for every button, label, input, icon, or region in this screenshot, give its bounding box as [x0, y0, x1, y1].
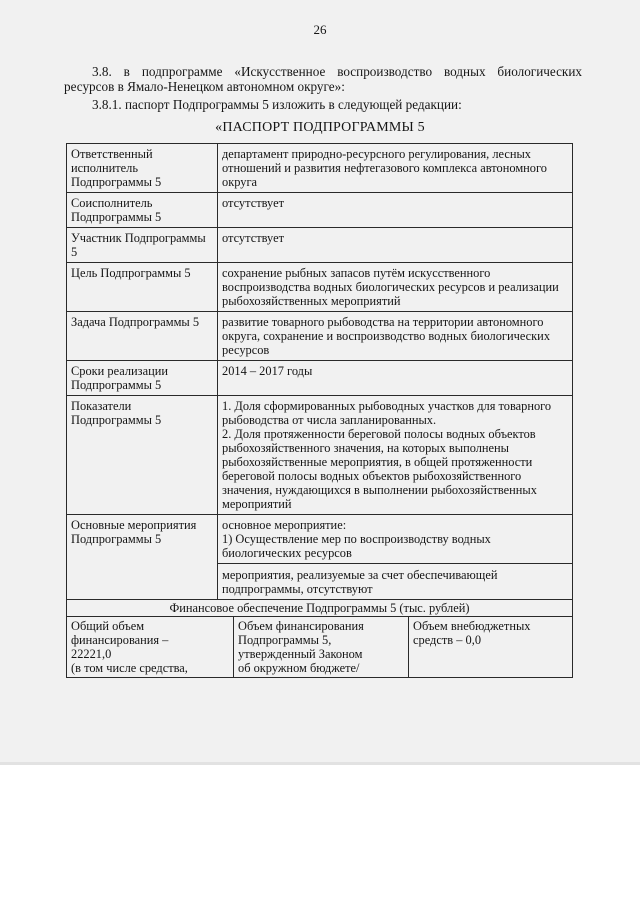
row-value: развитие товарного рыбоводства на территории автономного округа, сохранение и воспроизводство водных биологических ресурсов	[218, 312, 573, 361]
funding-extrabudgetary-line: средств – 0,0	[413, 633, 482, 647]
table-row-measures	[67, 515, 573, 564]
row-label: Основные мероприятия Подпрограммы 5	[67, 515, 218, 600]
row-label: Соисполнитель Подпрограммы 5	[67, 193, 218, 228]
funding-header: Финансовое обеспечение Подпрограммы 5 (тыс. рублей)	[67, 600, 573, 617]
row-value: отсутствует	[218, 193, 573, 228]
table-row	[67, 228, 573, 263]
indicator-item-2: 2. Доля протяженности береговой полосы водных объектов рыбохозяйственного значения, на которых выполнены рыбохозяйственные мероприятия, в общей протяженности береговой полосы водных объектов рыбохозяйственного значения, нуждающихся в выполнении рыбохозяйственных мероприятий	[222, 427, 537, 511]
passport-title: «ПАСПОРТ ПОДПРОГРАММЫ 5	[215, 120, 425, 135]
intro-paragraph-1: 3.8. в подпрограмме «Искусственное воспроизводство водных биологических ресурсов в Ямало-Ненецком автономном округе»:	[64, 64, 582, 94]
intro-paragraph-2: 3.8.1. паспорт Подпрограммы 5 изложить в следующей редакции:	[92, 97, 462, 112]
table-row	[67, 312, 573, 361]
funding-table	[67, 617, 572, 677]
intro-text	[64, 64, 582, 112]
row-value: сохранение рыбных запасов путём искусственного воспроизводства водных биологических ресурсов и реализации рыбохозяйственных мероприятий	[218, 263, 573, 312]
funding-approved-line: об окружном бюджете/	[238, 661, 360, 675]
funding-total-line: 22221,0	[71, 647, 112, 661]
funding-approved-line: Объем финансирования	[238, 619, 364, 633]
table-row	[67, 263, 573, 312]
row-label: Сроки реализации Подпрограммы 5	[67, 361, 218, 396]
row-label: Ответственный исполнитель Подпрограммы 5	[67, 144, 218, 193]
funding-cell	[67, 617, 573, 678]
indicator-item-1: 1. Доля сформированных рыбоводных участков для товарного рыбоводства от числа запланированных.	[222, 399, 552, 427]
funding-total-line: (в том числе средства,	[71, 661, 188, 675]
table-row-funding-header	[67, 600, 573, 617]
row-value	[218, 515, 573, 564]
row-value: отсутствует	[218, 228, 573, 263]
funding-total-line: финансирования –	[71, 633, 169, 647]
page-number: 26	[313, 22, 327, 37]
funding-extrabudgetary-line: Объем внебюджетных	[413, 619, 531, 633]
measures-main-heading: основное мероприятие:	[222, 518, 347, 532]
row-label: Задача Подпрограммы 5	[67, 312, 218, 361]
table-row	[67, 361, 573, 396]
scan-edge	[0, 762, 640, 765]
row-value: департамент природно-ресурсного регулирования, лесных отношений и развития нефтегазового комплекса автономного округа	[218, 144, 573, 193]
row-label: Показатели Подпрограммы 5	[67, 396, 218, 515]
row-value	[218, 396, 573, 515]
funding-row	[67, 617, 572, 677]
funding-approved-line: утвержденный Законом	[238, 647, 363, 661]
measures-supporting: мероприятия, реализуемые за счет обеспечивающей подпрограммы, отсутствуют	[218, 564, 573, 600]
funding-extrabudgetary	[409, 617, 572, 677]
funding-total	[67, 617, 234, 677]
funding-total-line: Общий объем	[71, 619, 145, 633]
passport-table	[66, 143, 573, 678]
row-label: Цель Подпрограммы 5	[67, 263, 218, 312]
measures-main-item: 1) Осуществление мер по воспроизводству водных биологических ресурсов	[222, 532, 491, 560]
funding-approved	[234, 617, 409, 677]
row-label: Участник Подпрограммы 5	[67, 228, 218, 263]
table-row-funding	[67, 617, 573, 678]
row-value: 2014 – 2017 годы	[218, 361, 573, 396]
funding-approved-line: Подпрограммы 5,	[238, 633, 332, 647]
table-row-indicators	[67, 396, 573, 515]
table-row	[67, 193, 573, 228]
table-row	[67, 144, 573, 193]
